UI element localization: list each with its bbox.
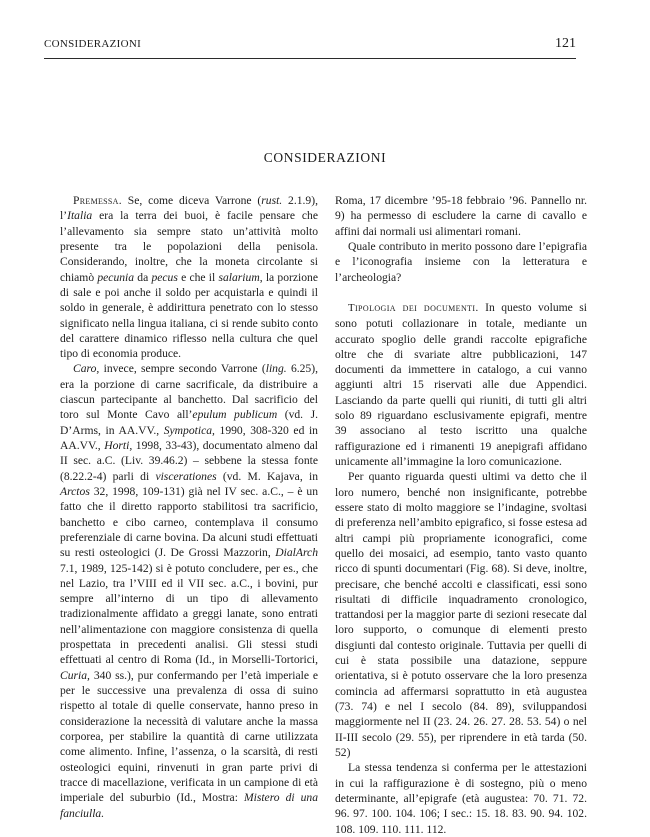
right-column xyxy=(335,193,587,837)
italic-run: Sympotica, xyxy=(163,423,215,437)
paragraph-anepigrafi: Per quanto riguarda questi ultimi va detto che il loro numero, benché non insignificante, potrebbe essere stato di molto maggiore se l’indagine, svoltasi di preferenza nell’ambito epigrafico, si fosse estesa ad altri campi più propriamente iconografici, come quello dei mosaici, ad esempio, tanto vasto quanto ricco di spunti documentari (Fig. 68). Si deve, inoltre, precisare, che benché accolti e classificati, essi sono risultati di difficile inquadramento cronologico, trattandosi per la maggior parte di sezioni resecate dal loro supporto, o comunque di elementi presto disgiunti dal contesto originale. Tuttavia per quelli di cui è stata possibile una datazione, seppure orientativa, si è potuto osservare che la loro presenza comincia ad affermarsi soprattutto in età augustea (73. 74) e nel I secolo (84. 89), sviluppandosi maggiormente nel II (23. 24. 26. 27. 28. 53. 54) o nel II-III secolo (29. 55), per riprendere in età tarda (50. 52) xyxy=(335,470,587,759)
text-run: 1990, 308-320 ed in AA.VV., xyxy=(60,423,318,452)
italic-run: viscerationes xyxy=(155,469,217,483)
paragraph-tendenza: La stessa tendenza si conferma per le attestazioni in cui la raffigurazione è di sostegno, più o meno determinante, all’epigrafe (età augustea: 70. 71. 72. 96. 97. 100. 104. 106; I sec.: 15. 18. 83. 90. 94. 102. 108. 109. 110. 111. 112. xyxy=(335,761,587,836)
italic-run: pecus xyxy=(151,270,178,284)
running-head xyxy=(44,36,576,59)
text-run: 340 ss.), pur confermando per l’età imperiale e per le successive una prevalenza di ossa di suino rispetto al totale di quelle conservate, hanno preso in considerazione la necessità di valutare anche la massa corporea, per stabilire la quantità di carne utilizzata come alimento. Infine, l’assenza, o la scarsità, di resti osteologici equini, rinvenuti in gran parte privi di tracce di macellazione, verificata in un campione di età imperiale del suburbio (Id., Mostra: xyxy=(60,668,318,805)
text-run: In questo volume si sono potuti collazionare in totale, mediante un accurato spoglio delle grandi raccolte epigrafiche oltre che di svariate altre pubblicazioni, 147 documenti da immettere in catalogo, a cui vanno aggiunti altri 15 riservati alle due Appendici. Lasciando da parte quelli qui riuniti, di tutti gli altri solo 89 riguardano esclusivamente epigrafi, mentre 39 associano al testo iscritto una qualche raffigurazione ed i rimanenti 19 anepigrafi affidano unicamente all’immagine la loro comunicazione. xyxy=(335,300,588,468)
italic-run: Arctos xyxy=(60,484,90,498)
left-column xyxy=(60,193,318,821)
section-lead-tipologia: Tipologia dei documenti. xyxy=(348,301,479,314)
text-run: invece, sempre secondo Varrone ( xyxy=(99,362,266,376)
section-lead-premessa: Premessa. xyxy=(73,194,122,207)
italic-run: Curia, xyxy=(60,668,90,682)
italic-run: salarium xyxy=(218,270,260,284)
text-run: 1998, 33-43), documentato almeno dal II sec. a.C. (Liv. 39.46.2) – sebbene la stessa fonte (8.22.2-4) parli di xyxy=(60,439,318,483)
chapter-title: CONSIDERAZIONI xyxy=(263,150,387,165)
italic-run: DialArch xyxy=(275,546,318,560)
text-run: da xyxy=(134,270,152,284)
running-title: CONSIDERAZIONI xyxy=(44,38,142,50)
italic-run: Caro, xyxy=(73,362,100,376)
italic-run: Horti, xyxy=(104,439,133,452)
text-run: , la porzione di sale e poi anche il soldo per acquistarla e quindi il soldo in generale, è addirittura penetrato con lo stesso significato nella lingua italiana, ci si rende subito conto del carattere dinamico riflesso nella cultura che quel tipo di economia produce. xyxy=(60,270,318,361)
page-number: 121 xyxy=(555,36,576,51)
text-run: 6.25), era la porzione di carne sacrificale, da distribuire a ciascun partecipante al banchetto. Dal sacrificio del toro sul Monte Cavo all’ xyxy=(60,362,318,422)
italic-run: epulum publicum xyxy=(192,408,278,422)
paragraph-premessa xyxy=(60,193,318,361)
text-run: 32, 1998, 109-131) già nel IV sec. a.C., – è un fatto che il diretto rapporto stabilitosi tra sacrificio, banchetto e cibo carneo, contemplava il consumo preferenziale di carne bovina. Da alcuni studi effettuati su resti osteologici (J. De Grossi Mazzorin, xyxy=(60,484,318,560)
text-run: (vd. M. Kajava, in xyxy=(216,469,318,483)
paragraph-continuation: Roma, 17 dicembre ’95-18 febbraio ’96. Pannello nr. 9) ha permesso di escludere la carne di cavallo e affini dai normali usi alimentari romani. xyxy=(335,194,587,238)
text-run: 2.1.9), l’ xyxy=(60,194,318,223)
italic-run: Italia xyxy=(67,209,93,223)
italic-run: pecunia xyxy=(97,270,135,284)
text-run: era la terra dei buoi, è facile pensare che l’allevamento sia sempre stato un’attività molto presente tra le popolazioni della penisola. Considerando, inoltre, che la moneta circolante si chiamò xyxy=(60,209,318,284)
text-run: e che il xyxy=(177,270,219,284)
paragraph-tipologia xyxy=(335,300,587,469)
text-run: 7.1, 1989, 125-142) si è potuto concludere, per es., che nel Lazio, tra l’VIII ed il VII sec. a.C., i bovini, pur sempre all’interno di un tipo di allevamento tradizionalmente affidato a greggi lanate, sono entrati nell’alimentazione con maggiore consistenza di quella prospettata in precedenti analisi. Gli stessi studi effettuati al centro di Roma (Id., in Morselli-Tortorici, xyxy=(60,561,318,667)
text-run: (vd. J. D’Arms, in AA.VV., xyxy=(60,408,318,437)
italic-run: rust. xyxy=(261,194,283,207)
paragraph-question: Quale contributo in merito possono dare l’epigrafia e l’iconografia insieme con la letteratura e l’archeologia? xyxy=(335,239,587,284)
paragraph-caro xyxy=(60,361,318,820)
italic-run: Mistero di una fanciulla. xyxy=(60,791,318,820)
text-run: Se, come diceva Varrone ( xyxy=(121,194,262,207)
italic-run: ling. xyxy=(265,362,287,376)
